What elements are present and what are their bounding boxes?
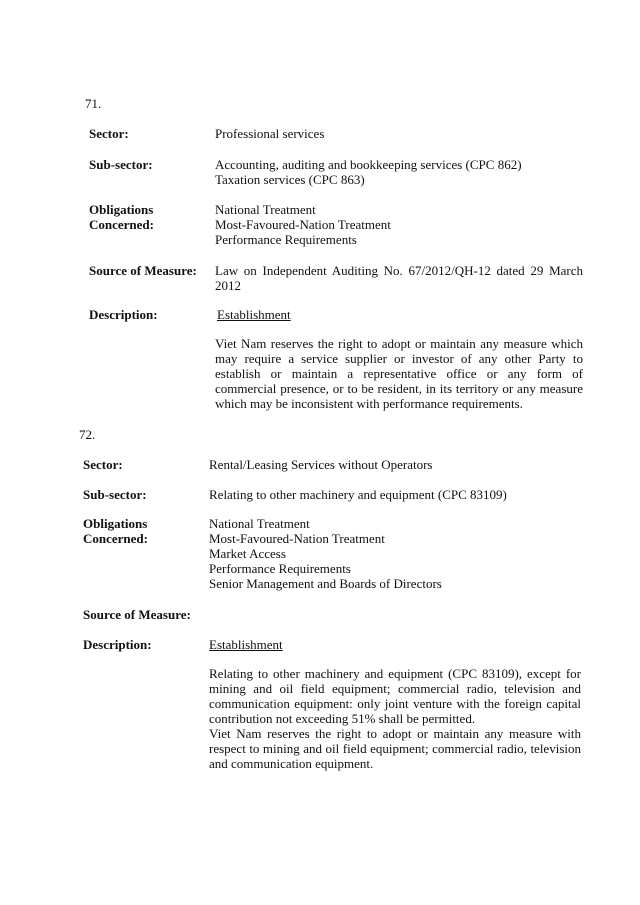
sector-value: Professional services [215, 126, 325, 141]
subsector-line: Relating to other machinery and equipment (CPC 83109) [209, 487, 507, 502]
source-label: Source of Measure: [89, 263, 197, 278]
source-row [89, 263, 583, 293]
obligations-label-line: Obligations [83, 516, 148, 531]
description-label: Description: [89, 307, 158, 322]
description-paragraph: Viet Nam reserves the right to adopt or maintain any measure with respect to mining and oil field equipment; commercial radio, television and communication equipment. [209, 726, 581, 771]
description-paragraph: Relating to other machinery and equipment (CPC 83109), except for mining and oil field equipment; commercial radio, television and communication equipment: only joint venture with the foreign capital contribution not exceeding 51% shall be permitted. [209, 666, 581, 726]
subsector-row [89, 157, 583, 187]
subsector-label: Sub-sector: [89, 157, 153, 172]
obligations-value [209, 516, 577, 591]
subsector-label: Sub-sector: [83, 487, 147, 502]
description-value [215, 307, 583, 411]
subsector-value [215, 157, 583, 187]
sector-label: Sector: [83, 457, 123, 472]
obligations-row [89, 202, 583, 247]
obligations-row [83, 516, 577, 591]
obligation-item: Market Access [209, 546, 286, 561]
sector-row [89, 126, 583, 141]
sector-label: Sector: [89, 126, 129, 141]
obligation-item: National Treatment [209, 516, 310, 531]
entry-number: 72. [79, 427, 96, 442]
obligation-item: Senior Management and Boards of Directors [209, 576, 442, 591]
source-value: Law on Independent Auditing No. 67/2012/QH-12 dated 29 March 2012 [215, 263, 583, 293]
description-heading: Establishment [217, 307, 291, 322]
description-value [209, 637, 581, 771]
sector-value: Rental/Leasing Services without Operators [209, 457, 433, 472]
obligations-label [89, 202, 215, 247]
obligation-item: National Treatment [215, 202, 316, 217]
obligation-item: Performance Requirements [209, 561, 351, 576]
description-heading: Establishment [209, 637, 283, 652]
description-paragraph: Viet Nam reserves the right to adopt or maintain any measure which may require a service supplier or investor of any other Party to establish or maintain a representative office or any form of commercial presence, or to be resident, in its territory or any measure which may be inconsistent with performance requirements. [215, 336, 583, 411]
source-label: Source of Measure: [83, 607, 191, 622]
source-value [209, 607, 577, 622]
obligation-item: Most-Favoured-Nation Treatment [209, 531, 385, 546]
subsector-value [209, 487, 577, 502]
obligation-item: Performance Requirements [215, 232, 357, 247]
subsector-row [83, 487, 577, 502]
source-row [83, 607, 577, 622]
entry-number: 71. [85, 96, 102, 111]
sector-row [83, 457, 577, 472]
obligations-label-line: Concerned: [89, 217, 154, 232]
description-label: Description: [83, 637, 152, 652]
subsector-line: Taxation services (CPC 863) [215, 172, 365, 187]
obligations-label-line: Obligations [89, 202, 154, 217]
description-row [89, 307, 583, 411]
obligations-label-line: Concerned: [83, 531, 148, 546]
obligations-label [83, 516, 209, 591]
obligations-value [215, 202, 583, 247]
description-row [83, 637, 581, 771]
subsector-line: Accounting, auditing and bookkeeping services (CPC 862) [215, 157, 522, 172]
obligation-item: Most-Favoured-Nation Treatment [215, 217, 391, 232]
